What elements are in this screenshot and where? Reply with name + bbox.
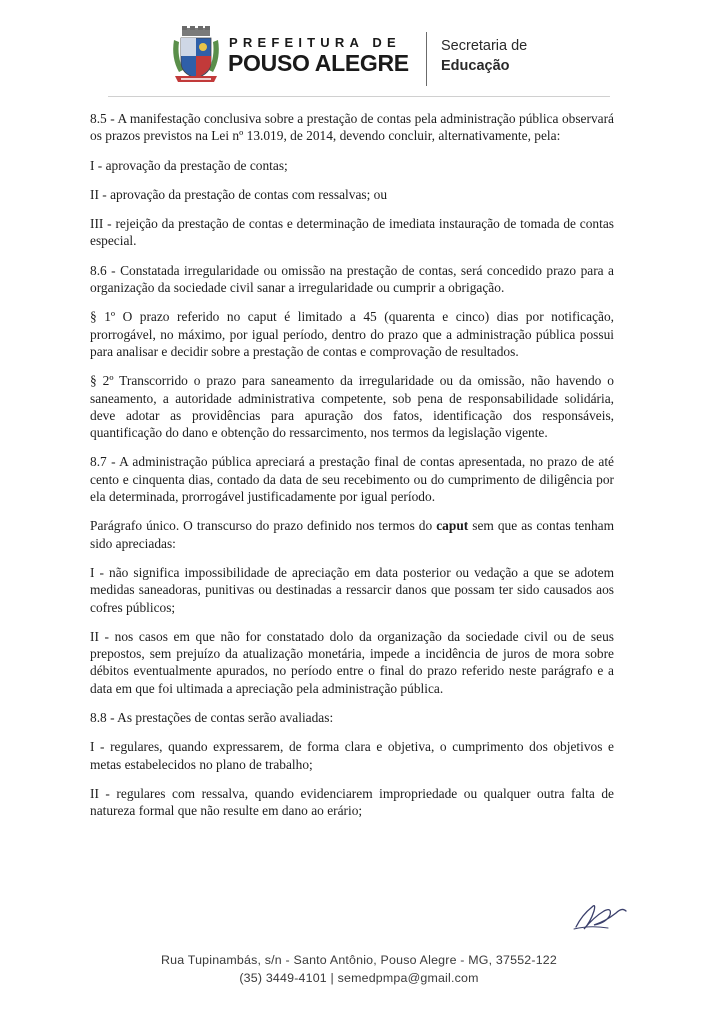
header-divider [426, 32, 427, 86]
item-iii-rejection: III - rejeição da prestação de contas e determinação de imediata instauração de tomada de contas especial. [90, 216, 614, 249]
section-1-paragraph: § 1º O prazo referido no caput é limitado a 45 (quarenta e cinco) dias por notificação, prorrogável, no máximo, por igual período, dentro do prazo que a administração pública possui para analisar e decidir sobre a prestação de contas e comprovação de resultados. [90, 309, 614, 359]
item-ii-approval-with-reservations: II - aprovação da prestação de contas com ressalvas; ou [90, 186, 388, 202]
city-coat-of-arms-icon [171, 26, 221, 88]
unique-paragraph [90, 517, 614, 552]
section-2-paragraph: § 2º Transcorrido o prazo para saneamento da irregularidade ou da omissão, não havendo o saneamento, a autoridade administrativa competente, sob pena de responsabilidade solidária, deve adotar as providências para apuração dos fatos, identificação dos responsáveis, quantificação do dano e obtenção do ressarcimento, nos termos da legislação vigente. [90, 373, 614, 441]
item-i-no-impossibility: I - não significa impossibilidade de apreciação em data posterior ou vedação a que se adotem medidas saneadoras, punitivas ou destinadas a ressarcir danos que possam ter sido causados aos cofres públicos; [90, 564, 614, 615]
unique-paragraph-start: Parágrafo único. O transcurso do prazo definido nos termos do [90, 518, 437, 534]
item-ii-no-interest: II - nos casos em que não for constatado dolo da organização da sociedade civil ou de seus prepostos, sem prejuízo da atualização monetária, impede a incidência de juros de mora sobre débitos eventualmente apurados, no período entre o final do prazo referido neste parágrafo e a data em que foi ultimada a apreciação pela administração pública. [90, 628, 614, 696]
brand-name-bottom: POUSO ALEGRE [228, 50, 409, 76]
item-ii-regular-with-reservation: II - regulares com ressalva, quando evidenciarem impropriedade ou qualquer outra falta de natureza formal que não resulte em dano ao erário; [90, 785, 614, 819]
paragraph-8-6: 8.6 - Constatada irregularidade ou omissão na prestação de contas, será concedido prazo para a organização da sociedade civil sanar a irregularidade ou cumprir a obrigação. [90, 262, 614, 296]
paragraph-8-7: 8.7 - A administração pública apreciará a prestação final de contas apresentada, no prazo de até cento e cinquenta dias, contado da data de seu recebimento ou do cumprimento de diligência por ela determinada, prorrogável justificadamente por igual período. [90, 454, 614, 505]
item-i-approval: I - aprovação da prestação de contas; [90, 157, 288, 173]
footer-address: Rua Tupinambás, s/n - Santo Antônio, Pouso Alegre - MG, 37552-122 [161, 953, 557, 967]
unique-paragraph-end: sem que as contas tenham sido apreciadas: [90, 518, 615, 551]
letterhead [0, 18, 718, 88]
item-i-regular: I - regulares, quando expressarem, de forma clara e objetiva, o cumprimento dos objetivos e metas estabelecidos no plano de trabalho; [90, 739, 614, 772]
footer-contact: (35) 3449-4101 | semedpmpa@gmail.com [239, 971, 479, 985]
brand-name-top: PREFEITURA DE [229, 35, 401, 50]
signature-initials-icon [570, 895, 630, 935]
department-name-line1: Secretaria de [441, 38, 528, 54]
paragraph-8-5: 8.5 - A manifestação conclusiva sobre a prestação de contas pela administração pública observará os prazos previstos na Lei nº 13.019, de 2014, devendo concluir, alternativamente, pela: [90, 111, 614, 144]
caput-term: caput [436, 518, 469, 534]
paragraph-8-8: 8.8 - As prestações de contas serão avaliadas: [90, 710, 334, 726]
department-name-line2: Educação [441, 58, 510, 74]
document-body [90, 110, 614, 832]
header-rule [108, 96, 610, 97]
